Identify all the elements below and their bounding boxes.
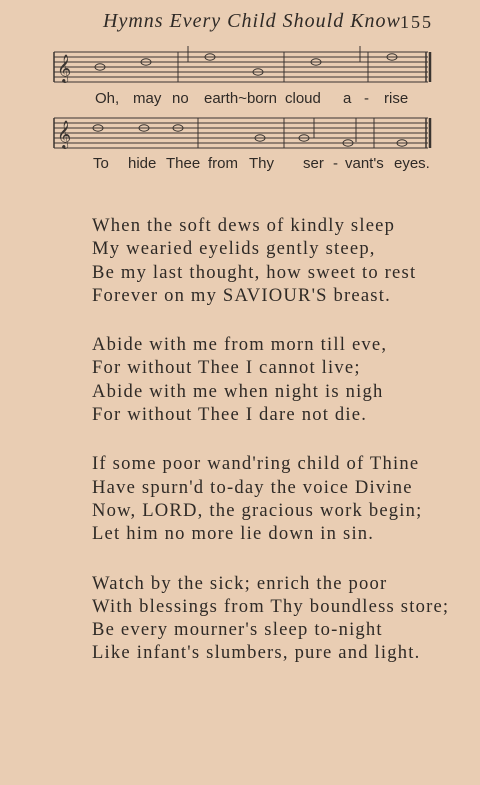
staff-notation-2	[48, 112, 434, 156]
lyric-syllable: hide	[128, 155, 157, 172]
verse-line: If some poor wand'ring child of Thine	[92, 453, 420, 475]
verse-line: Be every mourner's sleep to-night	[92, 619, 383, 641]
lyric-syllable: Thee	[166, 155, 201, 172]
verse-line: Abide with me when night is nigh	[92, 380, 384, 402]
verse-line: When the soft dews of kindly sleep	[92, 215, 396, 236]
verse-line: With blessings from Thy boundless store;	[92, 595, 450, 617]
lyric-syllable: rise	[384, 90, 409, 107]
lyric-syllable: -	[333, 155, 338, 172]
verse-line: Abide with me from morn till eve,	[92, 334, 388, 356]
verse-line: Let him no more lie down in sin.	[92, 523, 375, 545]
music-staff-2	[48, 112, 434, 156]
verse-line: For without Thee I dare not die.	[92, 404, 368, 426]
verse-line: Like infant's slumbers, pure and light.	[92, 642, 421, 664]
staff-notation-1	[48, 46, 434, 90]
running-title: Hymns Every Child Should Know	[103, 10, 401, 32]
music-staff-1	[48, 46, 434, 90]
lyric-syllable: may	[133, 90, 162, 107]
lyric-syllable: no	[172, 90, 189, 107]
verse-line: Now, LORD, the gracious work begin;	[92, 499, 423, 521]
lyric-syllable: Thy	[249, 155, 275, 172]
verse-line: Be my last thought, how sweet to rest	[92, 261, 417, 283]
lyric-syllable: earth~born	[204, 90, 277, 107]
lyric-syllable: -	[364, 90, 369, 107]
lyric-syllable: vant's	[345, 155, 384, 172]
verse-line: For without Thee I cannot live;	[92, 357, 361, 379]
page-number: 155	[400, 12, 433, 32]
lyrics-row-1	[0, 90, 480, 114]
verse-line: Watch by the sick; enrich the poor	[92, 572, 388, 594]
lyric-syllable: cloud	[285, 90, 321, 107]
stanza-1	[92, 214, 472, 307]
verse-line: Forever on my SAVIOUR'S breast.	[92, 284, 391, 306]
lyric-syllable: eyes.	[394, 155, 430, 172]
svg-text:𝄞: 𝄞	[57, 54, 72, 82]
page-header	[0, 8, 480, 36]
stanza-4	[92, 572, 472, 665]
lyric-syllable: ser	[303, 155, 324, 172]
lyric-syllable: To	[93, 155, 109, 172]
lyric-syllable: a	[343, 90, 352, 107]
verse-line: Have spurn'd to-day the voice Divine	[92, 476, 413, 498]
stanza-2	[92, 333, 472, 426]
lyric-syllable: Oh,	[95, 90, 120, 107]
hymn-verses	[92, 214, 472, 691]
lyrics-row-2	[0, 155, 480, 179]
svg-text:𝄞: 𝄞	[57, 120, 72, 148]
verse-line: My wearied eyelids gently steep,	[92, 238, 376, 260]
stanza-3	[92, 452, 472, 545]
lyric-syllable: from	[208, 155, 238, 172]
